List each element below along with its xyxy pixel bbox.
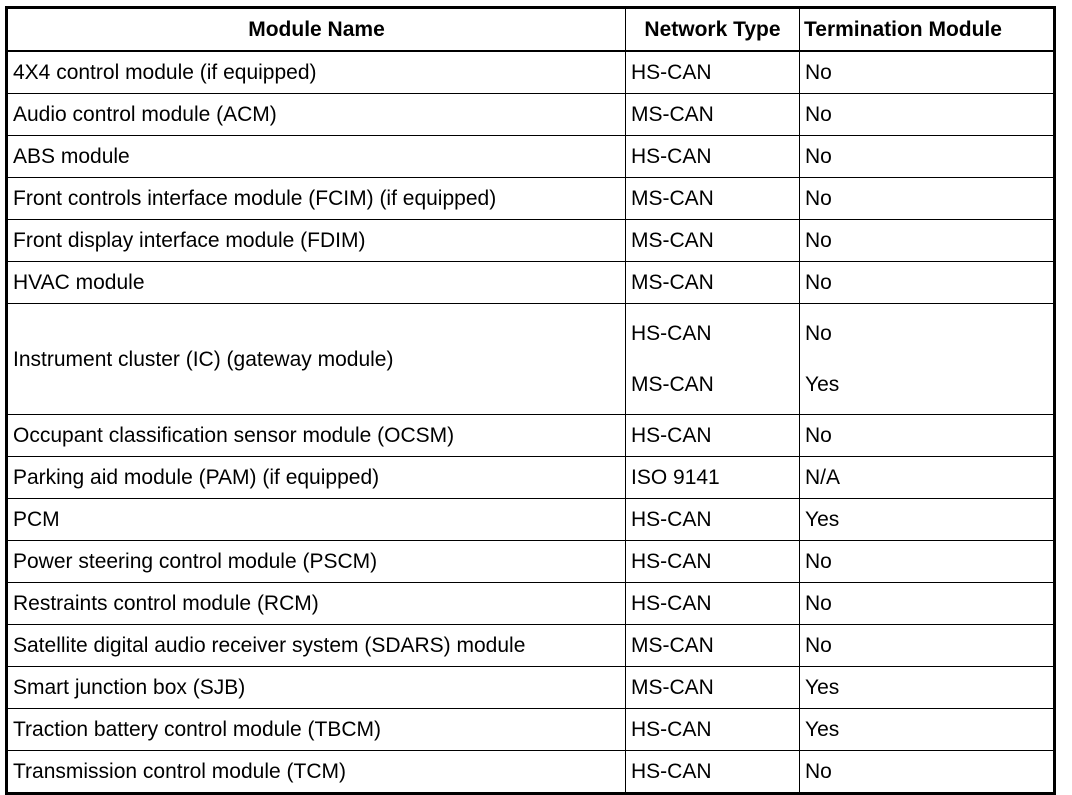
table-row [7,751,1055,794]
termination-cell: No [800,51,1055,94]
termination-cell: No [800,415,1055,457]
header-row [7,8,1055,52]
module-name-cell: HVAC module [7,262,626,304]
termination-cell: No [800,625,1055,667]
module-name-cell: Instrument cluster (IC) (gateway module) [7,304,626,415]
table-row [7,304,1055,415]
network-type-cell: MS-CAN [626,94,800,136]
termination-cell: N/A [800,457,1055,499]
network-type-cell: HS-CAN [626,415,800,457]
network-type-cell: HS-CAN [626,541,800,583]
termination-cell: Yes [800,709,1055,751]
table-row [7,667,1055,709]
module-name-cell: Occupant classification sensor module (OCSM) [7,415,626,457]
network-type-value: MS-CAN [631,373,714,396]
module-name-cell: Restraints control module (RCM) [7,583,626,625]
network-type-cell: HS-CAN [626,709,800,751]
header-network-type: Network Type [626,8,800,52]
table-row [7,457,1055,499]
header-termination-module: Termination Module [800,8,1055,52]
module-network-table [5,6,1056,795]
termination-cell: No [800,94,1055,136]
network-type-cell: MS-CAN [626,220,800,262]
module-name-cell: Audio control module (ACM) [7,94,626,136]
termination-cell: No [800,262,1055,304]
network-type-cell: HS-CAN [626,499,800,541]
table-row [7,220,1055,262]
table-row [7,583,1055,625]
network-type-cell: HS-CAN [626,751,800,794]
network-type-cell: MS-CAN [626,262,800,304]
table-row [7,136,1055,178]
network-type-cell: HS-CAN [626,51,800,94]
termination-cell: No [800,583,1055,625]
network-type-cell: MS-CAN [626,667,800,709]
network-type-cell [626,304,800,415]
table-row [7,541,1055,583]
module-name-cell: Transmission control module (TCM) [7,751,626,794]
module-name-cell: Power steering control module (PSCM) [7,541,626,583]
table-row [7,178,1055,220]
table-row [7,625,1055,667]
table-row [7,499,1055,541]
module-name-cell: Traction battery control module (TBCM) [7,709,626,751]
termination-cell [800,304,1055,415]
termination-cell: No [800,136,1055,178]
module-name-cell: Front controls interface module (FCIM) (if equipped) [7,178,626,220]
module-name-cell: 4X4 control module (if equipped) [7,51,626,94]
header-module-name: Module Name [7,8,626,52]
termination-cell: No [800,541,1055,583]
termination-cell: No [800,178,1055,220]
table-row [7,415,1055,457]
table-row [7,709,1055,751]
module-name-cell: PCM [7,499,626,541]
termination-cell: Yes [800,499,1055,541]
network-type-value: HS-CAN [631,322,712,345]
termination-value: No [805,322,832,345]
module-name-cell: Satellite digital audio receiver system (SDARS) module [7,625,626,667]
table-row [7,262,1055,304]
termination-value: Yes [805,373,840,396]
network-type-cell: MS-CAN [626,178,800,220]
termination-cell: No [800,751,1055,794]
table-row [7,94,1055,136]
module-name-cell: Smart junction box (SJB) [7,667,626,709]
termination-cell: No [800,220,1055,262]
module-name-cell: Front display interface module (FDIM) [7,220,626,262]
module-name-cell: Parking aid module (PAM) (if equipped) [7,457,626,499]
network-type-cell: MS-CAN [626,625,800,667]
network-type-cell: HS-CAN [626,583,800,625]
module-name-cell: ABS module [7,136,626,178]
termination-cell: Yes [800,667,1055,709]
network-type-cell: HS-CAN [626,136,800,178]
network-type-cell: ISO 9141 [626,457,800,499]
table-row [7,51,1055,94]
